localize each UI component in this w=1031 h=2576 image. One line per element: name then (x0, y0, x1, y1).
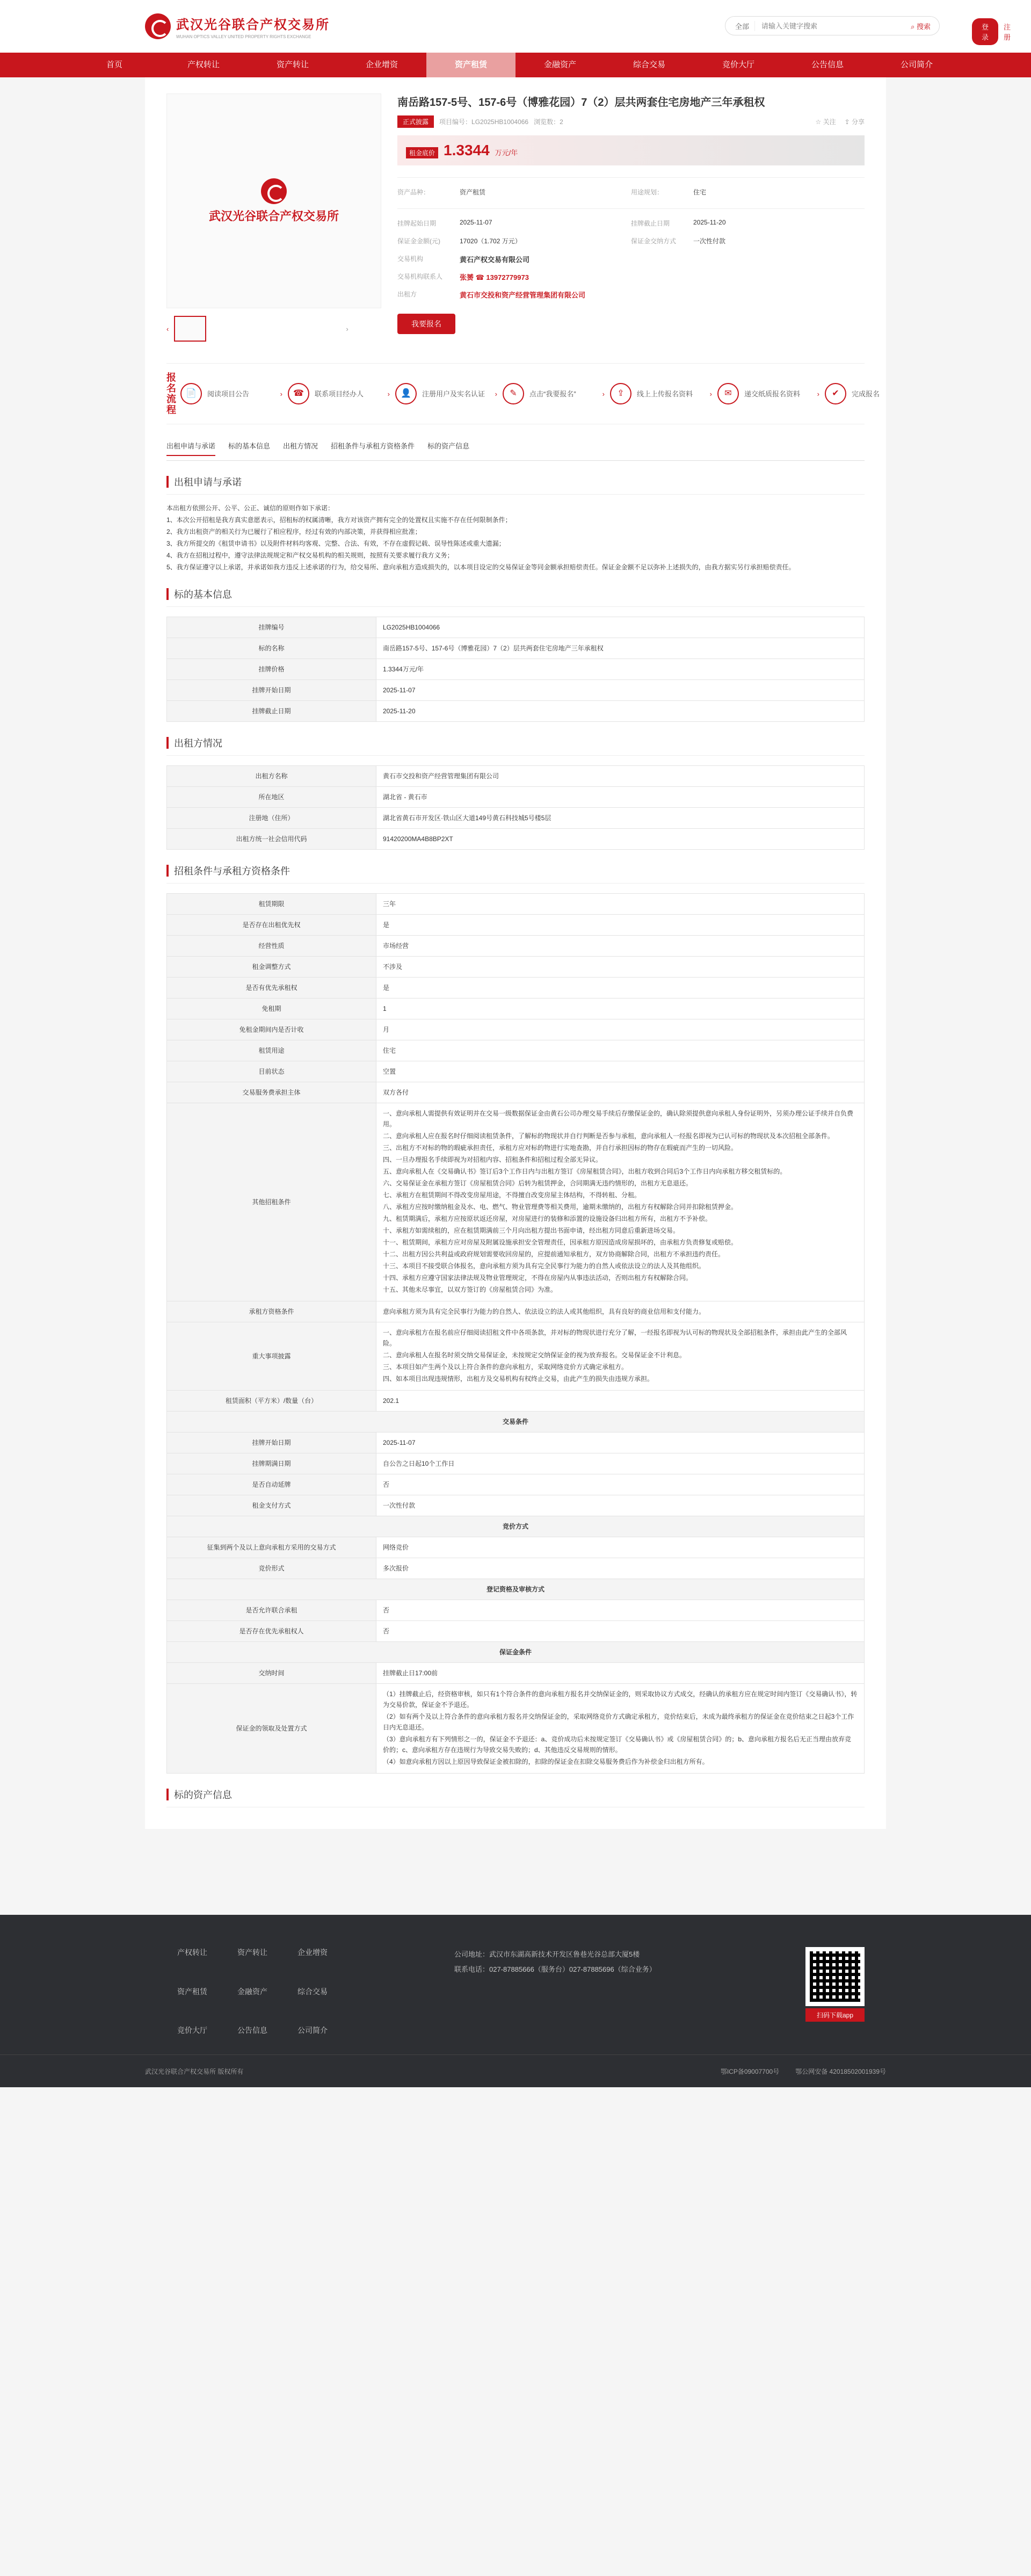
field-row (631, 187, 865, 197)
table-row (167, 1082, 865, 1103)
paragraph: 三、出租方不对标的物的瑕疵承担责任，承租方应对标的物进行实地查勘，并自行承担因标的物存在瑕疵而产生的一切风险。 (383, 1144, 738, 1152)
asset-type-fields (397, 177, 865, 197)
police-link[interactable]: 鄂公网安备 42018502001939号 (795, 2067, 886, 2075)
step-icon: ⇪ (610, 383, 631, 404)
row-value: 多次报价 (376, 1558, 865, 1579)
section-bar (166, 737, 169, 749)
commitment-line: 4、我方在招租过程中，遵守法律法规规定和产权交易机构的相关规则，按照有关要求履行我方义务； (166, 552, 454, 559)
field-value: 2025-11-20 (693, 219, 726, 226)
paragraph: （3）意向承租方有下列情形之一的，保证金不予退还：a、竞价成功后未按规定签订《交易确认书》或《房屋租赁合同》的；b、意向承租方报名后无正当理由放弃竞价的；c、意向承租方存在违规行为导致交易失败的；d、其他违反交易规则的情形。 (383, 1735, 852, 1754)
row-label: 重大事项披露 (167, 1322, 376, 1391)
copyright: 武汉光谷联合产权交易所 版权所有 (145, 2067, 244, 2075)
section-title: 标的基本信息 (174, 589, 232, 600)
row-value: 否 (376, 1600, 865, 1621)
step-icon: 📄 (180, 383, 202, 404)
table-subheader (167, 1412, 865, 1432)
tab-item[interactable]: 标的基本信息 (228, 442, 271, 450)
commitment-line: 5、我方保证遵守以上承诺，并承诺如我方违反上述承诺的行为，给交易所、意向承租方造成损失的，以本项目设定的交易保证金等同金额承担赔偿责任。保证金金额不足以弥补上述损失的，由我方据实另行承担赔偿责任。 (166, 563, 795, 571)
step-icon: ✔ (825, 383, 846, 404)
field-value: 张赟 ☎ 13972779973 (460, 273, 529, 281)
views-count: 浏览数：2 (534, 118, 563, 126)
prev-arrow-icon[interactable]: ‹ (166, 324, 169, 333)
field-label: 交易机构 (397, 255, 424, 263)
row-label: 征集到两个及以上意向承租方采用的交易方式 (167, 1537, 376, 1558)
table-row (167, 998, 865, 1019)
section-lessor (166, 736, 865, 850)
footer-link[interactable]: 公告信息 (237, 2026, 267, 2035)
field-label: 挂牌截止日期 (631, 220, 670, 227)
table-row (167, 808, 865, 829)
row-value: 双方各付 (376, 1082, 865, 1103)
paragraph: 十一、租赁期间，承租方应对房屋及附属设施承担安全管理责任，因承租方原因造成房屋损坏的，由承租方负责修复或赔偿。 (383, 1239, 738, 1246)
table-row (167, 1495, 865, 1516)
search-button-label: 搜索 (916, 22, 931, 31)
row-label: 租赁期限 (167, 894, 376, 915)
logo-title: 武汉光谷联合产权交易所 (176, 17, 330, 32)
field-row (397, 272, 865, 282)
paragraph: 四、如本项目出现违规情形，出租方及交易机构有权终止交易，由此产生的损失由违规方承担。 (383, 1375, 654, 1383)
table-row (167, 1558, 865, 1579)
paragraph: （1）挂牌截止后，经资格审核，如只有1个符合条件的意向承租方报名并交纳保证金的，则采取协议方式成交，经确认的承租方应在规定时间内签订《交易确认书》，转为交易价款，保证金不予退还。 (383, 1690, 858, 1709)
search-scope-select[interactable]: 全部 (725, 21, 755, 31)
table-row (167, 1301, 865, 1322)
tab-item[interactable]: 招租条件与承租方资格条件 (331, 442, 415, 450)
row-label: 其他招租条件 (167, 1103, 376, 1301)
row-value: 自公告之日起10个工作日 (376, 1453, 865, 1474)
table-row (167, 978, 865, 998)
row-value: 2025-11-07 (376, 680, 865, 701)
site-logo[interactable] (145, 13, 330, 39)
row-value: 不涉及 (376, 957, 865, 978)
paragraph: 六、交易保证金在承租方签订《房屋租赁合同》后转为租赁押金，合同期满无违约情形的，出租方无息退还。 (383, 1180, 693, 1187)
commitment-text (166, 502, 865, 573)
flow-step (288, 383, 390, 404)
follow-label: 关注 (823, 118, 836, 126)
field-label: 挂牌起始日期 (397, 220, 437, 227)
row-label: 挂牌开始日期 (167, 1432, 376, 1453)
project-title: 南岳路157-5号、157-6号（博雅花园）7（2）层共两套住宅房地产三年承租权 (397, 97, 765, 108)
arrow-right-icon: › (280, 389, 282, 398)
detail-tabs (166, 440, 865, 461)
commitment-line: 1、本次公开招租是我方真实意愿表示，招租标的权属清晰，我方对该资产拥有完全的处置权且实施不存在任何限制条件； (166, 516, 512, 524)
row-label: 保证金的领取及处置方式 (167, 1684, 376, 1774)
row-value (376, 1103, 865, 1301)
row-label: 挂牌期满日期 (167, 1453, 376, 1474)
step-label: 注册用户及实名认证 (422, 389, 485, 398)
commitment-line: 本出租方依照公开、公平、公正、诚信的原则作如下承诺： (166, 504, 335, 512)
row-value: 网络竞价 (376, 1537, 865, 1558)
field-row (397, 290, 865, 300)
row-label: 挂牌编号 (167, 617, 376, 638)
row-label: 承租方资格条件 (167, 1301, 376, 1322)
step-icon: ☎ (288, 383, 309, 404)
section-assets (166, 1788, 865, 1807)
row-label: 挂牌开始日期 (167, 680, 376, 701)
row-label: 交纳时间 (167, 1663, 376, 1684)
table-row (167, 1391, 865, 1412)
paragraph: 二、意向承租人在报名时须交纳交易保证金，未按规定交纳保证金的视为放弃报名。交易保证金不计利息。 (383, 1351, 686, 1359)
commitment-line: 3、我方所提交的《租赁申请书》以及附件材料均客观、完整、合法、有效，不存在虚假记载、误导性陈述或重大遗漏； (166, 540, 505, 547)
table-row (167, 1322, 865, 1391)
row-value (376, 1322, 865, 1391)
row-value: 202.1 (376, 1391, 865, 1412)
main-image[interactable] (166, 93, 381, 308)
row-label: 是否允许联合承租 (167, 1600, 376, 1621)
nav-item[interactable]: 综合交易 (633, 60, 665, 69)
section-title: 招租条件与承租方资格条件 (174, 866, 290, 877)
search-bar (725, 16, 940, 35)
nav-item[interactable]: 资产转让 (276, 60, 309, 69)
field-label: 交易机构联系人 (397, 273, 443, 280)
row-value: 是 (376, 978, 865, 998)
table-row (167, 1432, 865, 1453)
site-footer (0, 1915, 1031, 2087)
arrow-right-icon: › (387, 389, 390, 398)
table-row (167, 1103, 865, 1301)
paragraph: 十、承租方如需续租的，应在租赁期满前三个月向出租方提出书面申请，经出租方同意后重新进场交易。 (383, 1227, 680, 1234)
field-row (631, 236, 865, 245)
table-row (167, 638, 865, 659)
section-title: 出租方情况 (174, 738, 222, 749)
flow-step (180, 383, 282, 404)
project-detail (145, 77, 886, 1829)
field-label: 资产品种： (397, 189, 430, 196)
paragraph: 一、意向承租人需提供有效证明并在交易一级数据保证金由黄石公司办理交易手续后存缴保证金的，确认除须提供意向承租人身份证明外，另须办理公证手续并自负费用。 (383, 1110, 854, 1128)
paragraph: 三、本项目如产生两个及以上符合条件的意向承租方，采取网络竞价方式确定承租方。 (383, 1363, 628, 1371)
nav-item[interactable]: 公司简介 (900, 60, 933, 69)
footer-link[interactable]: 产权转让 (177, 1948, 207, 1957)
section-basic (166, 587, 865, 722)
arrow-right-icon: › (495, 389, 497, 398)
table-row (167, 1537, 865, 1558)
subheader-label: 登记资格及审核方式 (167, 1579, 865, 1600)
row-label: 是否自动延牌 (167, 1474, 376, 1495)
placeholder-logo-text: 武汉光谷联合产权交易所 (208, 209, 339, 223)
row-value: 月 (376, 1019, 865, 1040)
row-label: 挂牌截止日期 (167, 701, 376, 722)
nav-item[interactable]: 资产租赁 (426, 53, 516, 77)
section-title: 标的资产信息 (174, 1790, 232, 1800)
subheader-label: 竞价方式 (167, 1516, 865, 1537)
tab-item[interactable]: 出租申请与承诺 (166, 440, 215, 456)
row-label: 是否有优先承租权 (167, 978, 376, 998)
flow-step (503, 383, 605, 404)
table-subheader (167, 1642, 865, 1663)
row-value: 一次性付款 (376, 1495, 865, 1516)
row-label: 免租金期间内是否计收 (167, 1019, 376, 1040)
flow-step (610, 383, 712, 404)
row-value: 2025-11-20 (376, 701, 865, 722)
field-label: 出租方 (397, 291, 417, 298)
table-row (167, 1019, 865, 1040)
footer-address: 公司地址：武汉市东湖高新技术开发区鲁巷光谷总部大厦5楼 (454, 1950, 640, 1958)
field-value: 17020（1.702 万元） (460, 237, 521, 245)
row-label: 出租方名称 (167, 766, 376, 787)
step-label: 完成报名 (852, 389, 880, 398)
apply-button[interactable]: 我要报名 (397, 314, 455, 334)
nav-item[interactable]: 企业增资 (365, 60, 398, 69)
row-value: 否 (376, 1621, 865, 1642)
signup-flow (166, 363, 880, 424)
table-row (167, 787, 865, 808)
search-input[interactable] (755, 22, 911, 30)
next-arrow-icon[interactable]: › (346, 324, 348, 333)
section-commitment (166, 475, 865, 573)
paragraph: 一、意向承租方在报名前应仔细阅读招租文件中各项条款，并对标的物现状进行充分了解，一经报名即视为认可标的物现状及全部招租条件，承担由此产生的全部风险。 (383, 1329, 847, 1347)
paragraph: 五、意向承租人在《交易确认书》签订后3个工作日内与出租方签订《房屋租赁合同》，出租方收到合同后3个工作日内向承租方移交租赁标的。 (383, 1168, 787, 1175)
site-header (0, 0, 1031, 53)
step-label: 线上上传报名资料 (637, 389, 693, 398)
footer-link[interactable]: 综合交易 (297, 1987, 328, 1996)
thumbnail[interactable] (174, 316, 206, 342)
price-label: 租金底价 (406, 147, 438, 158)
logo-emblem-icon (261, 178, 287, 204)
row-label: 是否存在出租优先权 (167, 915, 376, 936)
field-value: 黄石产权交易有限公司 (460, 256, 530, 264)
field-row (397, 254, 865, 264)
section-title: 出租申请与承诺 (174, 477, 242, 488)
row-value: 黄石市交投和资产经营管理集团有限公司 (376, 766, 865, 787)
step-label: 阅读项目公告 (207, 389, 250, 398)
table-row (167, 659, 865, 680)
step-label: 联系项目经办人 (315, 389, 364, 398)
row-value: 三年 (376, 894, 865, 915)
table-row (167, 915, 865, 936)
row-label: 租赁面积（平方米）/数量（台） (167, 1391, 376, 1412)
paragraph: 十四、承租方应遵守国家法律法规及物业管理规定，不得在房屋内从事违法活动，否则出租方有权解除合同。 (383, 1274, 693, 1282)
table-row (167, 1061, 865, 1082)
logo-emblem-icon (145, 13, 171, 39)
row-label: 租金调整方式 (167, 957, 376, 978)
row-label: 是否存在优先承租权人 (167, 1621, 376, 1642)
footer-phone: 联系电话：027-87885666（服务台）027-87885696（综合业务） (454, 1965, 656, 1973)
subheader-label: 交易条件 (167, 1412, 865, 1432)
project-code: 项目编号：LG2025HB1004066 (439, 118, 529, 126)
footer-link[interactable]: 企业增资 (297, 1948, 328, 1957)
paragraph: 七、承租方在租赁期间不得改变房屋用途，不得擅自改变房屋主体结构，不得转租、分租。 (383, 1191, 641, 1199)
field-label: 用途规划： (631, 189, 664, 196)
arrow-right-icon: › (817, 389, 819, 398)
row-value: 91420200MA4B8BP2XT (376, 829, 865, 850)
field-value: 住宅 (693, 189, 707, 196)
main-nav (0, 53, 1031, 77)
table-row (167, 617, 865, 638)
section-conditions (166, 864, 865, 1774)
paragraph: （4）如意向承租方因以上原因导致保证金被扣除的，扣除的保证金在扣除交易服务费后作为补偿金归出租方所有。 (383, 1758, 709, 1765)
row-label: 经营性质 (167, 936, 376, 957)
footer-link[interactable]: 资产转让 (237, 1948, 267, 1957)
row-value: LG2025HB1004066 (376, 617, 865, 638)
paragraph: 十二、出租方因公共利益或政府规划需要收回房屋的，应提前通知承租方，双方协商解除合同，出租方不承担违约责任。 (383, 1250, 725, 1258)
listing-fields (397, 208, 865, 245)
table-row (167, 1040, 865, 1061)
nav-item[interactable]: 产权转让 (187, 60, 220, 69)
row-label: 租金支付方式 (167, 1495, 376, 1516)
paragraph: 九、租赁期满后，承租方应按原状返还房屋，对房屋进行的装修和添置的设施设备归出租方所有，出租方不予补偿。 (383, 1215, 712, 1222)
price-box (397, 135, 865, 165)
section-bar (166, 865, 169, 877)
table-row (167, 1474, 865, 1495)
image-gallery (166, 93, 381, 342)
row-value: 南岳路157-5号、157-6号（博雅花园）7（2）层共两套住宅房地产三年承租权 (376, 638, 865, 659)
row-value (376, 1684, 865, 1774)
row-label: 所在地区 (167, 787, 376, 808)
share-label: 分享 (851, 118, 865, 126)
table-row (167, 1600, 865, 1621)
table-row (167, 829, 865, 850)
org-fields (397, 254, 865, 300)
tab-item[interactable]: 出租方情况 (283, 442, 318, 450)
step-icon: ✎ (503, 383, 524, 404)
paragraph: 四、一旦办理报名手续即视为对招租内容、招租条件和招租过程全部无异议。 (383, 1156, 602, 1163)
field-value: 资产租赁 (460, 189, 486, 196)
paragraph: 二、意向承租人应在报名时仔细阅读租赁条件，了解标的物现状并自行判断是否参与承租，意向承租人一经报名即视为已认可标的物现状及本次招租全部条件。 (383, 1132, 834, 1140)
table-row (167, 894, 865, 915)
field-label: 保证金交纳方式 (631, 237, 677, 245)
row-value: 意向承租方须为具有完全民事行为能力的自然人、依法设立的法人或其他组织，具有良好的商业信用和支付能力。 (376, 1301, 865, 1322)
footer-link[interactable]: 公司简介 (297, 2026, 328, 2035)
section-bar (166, 476, 169, 488)
logo-subtitle: WUHAN OPTICS VALLEY UNITED PROPERTY RIGHTS EXCHANGE (176, 34, 311, 39)
row-label: 标的名称 (167, 638, 376, 659)
share-button[interactable]: ⇪ 分享 (844, 118, 865, 126)
register-link[interactable]: 注册 (1004, 23, 1011, 41)
row-value: 住宅 (376, 1040, 865, 1061)
footer-link[interactable]: 资产租赁 (177, 1987, 207, 1996)
row-value: 否 (376, 1474, 865, 1495)
footer-link[interactable]: 竞价大厅 (177, 2026, 207, 2035)
row-value: 市场经营 (376, 936, 865, 957)
row-value: 挂牌截止日17:00前 (376, 1663, 865, 1684)
section-bar (166, 1789, 169, 1800)
table-subheader (167, 1579, 865, 1600)
footer-link[interactable]: 金融资产 (237, 1987, 267, 1996)
field-row (397, 187, 631, 197)
row-value: 是 (376, 915, 865, 936)
nav-item[interactable]: 公告信息 (811, 60, 844, 69)
row-label: 交易服务费承担主体 (167, 1082, 376, 1103)
flow-step (717, 383, 819, 404)
table-row (167, 957, 865, 978)
price-unit: 万元/年 (495, 149, 518, 157)
field-row (631, 219, 865, 228)
row-label: 出租方统一社会信用代码 (167, 829, 376, 850)
paragraph: 十五、其他未尽事宜，以双方签订的《房屋租赁合同》为准。 (383, 1286, 557, 1293)
row-value: 1 (376, 998, 865, 1019)
row-label: 竞价形式 (167, 1558, 376, 1579)
field-label: 保证金金额(元) (397, 237, 440, 245)
search-button[interactable]: ⌕ 搜索 (911, 22, 931, 31)
price-value: 1.3344 (444, 142, 490, 158)
row-label: 租赁用途 (167, 1040, 376, 1061)
table-row (167, 1453, 865, 1474)
table-row (167, 936, 865, 957)
table-row (167, 701, 865, 722)
field-row (397, 236, 631, 245)
commitment-line: 2、我方出租资产的相关行为已履行了相应程序，经过有效的内部决策，并获得相应批准； (166, 528, 422, 536)
field-value: 一次性付款 (693, 237, 726, 245)
app-qr-code[interactable] (805, 1947, 865, 2022)
arrow-right-icon: › (709, 389, 712, 398)
tab-item[interactable]: 标的资产信息 (427, 442, 470, 450)
row-label: 免租期 (167, 998, 376, 1019)
login-button[interactable]: 登录 (972, 18, 998, 45)
icp-link[interactable]: 鄂ICP备09007700号 (720, 2067, 780, 2075)
field-value: 黄石市交投和资产经营管理集团有限公司 (460, 291, 586, 299)
section-bar (166, 588, 169, 600)
follow-button[interactable]: ☆ 关注 (815, 118, 836, 126)
row-label: 目前状态 (167, 1061, 376, 1082)
table-row (167, 1684, 865, 1774)
nav-item[interactable]: 竞价大厅 (722, 60, 754, 69)
arrow-right-icon: › (602, 389, 605, 398)
footer-links (177, 1947, 358, 2054)
table-row (167, 766, 865, 787)
row-label: 注册地（住所） (167, 808, 376, 829)
field-row (397, 219, 631, 228)
flow-step (825, 383, 927, 404)
row-value: 1.3344万元/年 (376, 659, 865, 680)
flow-step (395, 383, 497, 404)
step-icon: ✉ (717, 383, 739, 404)
step-label: 点击“我要报名” (529, 389, 576, 398)
table-row (167, 1621, 865, 1642)
flow-title: 报名流程 (166, 372, 176, 415)
paragraph: 十三、本项目不接受联合体报名，意向承租方须为具有完全民事行为能力的自然人或依法设立的法人及其他组织。 (383, 1262, 706, 1270)
step-label: 递交纸质报名资料 (744, 389, 801, 398)
paragraph: （2）如有两个及以上符合条件的意向承租方报名并交纳保证金的，采取网络竞价方式确定承租方，竞价结束后，未成为最终承租方的保证金在竞价结束之日起3个工作日内无息退还。 (383, 1713, 854, 1731)
row-value: 湖北省 - 黄石市 (376, 787, 865, 808)
table-subheader (167, 1516, 865, 1537)
row-value: 2025-11-07 (376, 1432, 865, 1453)
status-badge: 正式披露 (397, 115, 434, 128)
paragraph: 八、承租方应按时缴纳租金及水、电、燃气、物业管理费等相关费用，逾期未缴纳的，出租方有权解除合同并扣除租赁押金。 (383, 1203, 738, 1211)
qr-code-icon (810, 1951, 860, 2002)
table-row (167, 680, 865, 701)
table-row (167, 1663, 865, 1684)
nav-item[interactable]: 金融资产 (543, 60, 576, 69)
subheader-label: 保证金条件 (167, 1642, 865, 1663)
nav-item[interactable]: 首页 (106, 60, 122, 69)
qr-label: 扫码下载app (805, 2008, 865, 2022)
row-label: 挂牌价格 (167, 659, 376, 680)
field-value: 2025-11-07 (460, 219, 492, 226)
step-icon: 👤 (395, 383, 417, 404)
row-value: 湖北省黄石市开发区·铁山区大道149号黄石科技城5号楼5层 (376, 808, 865, 829)
row-value: 空置 (376, 1061, 865, 1082)
